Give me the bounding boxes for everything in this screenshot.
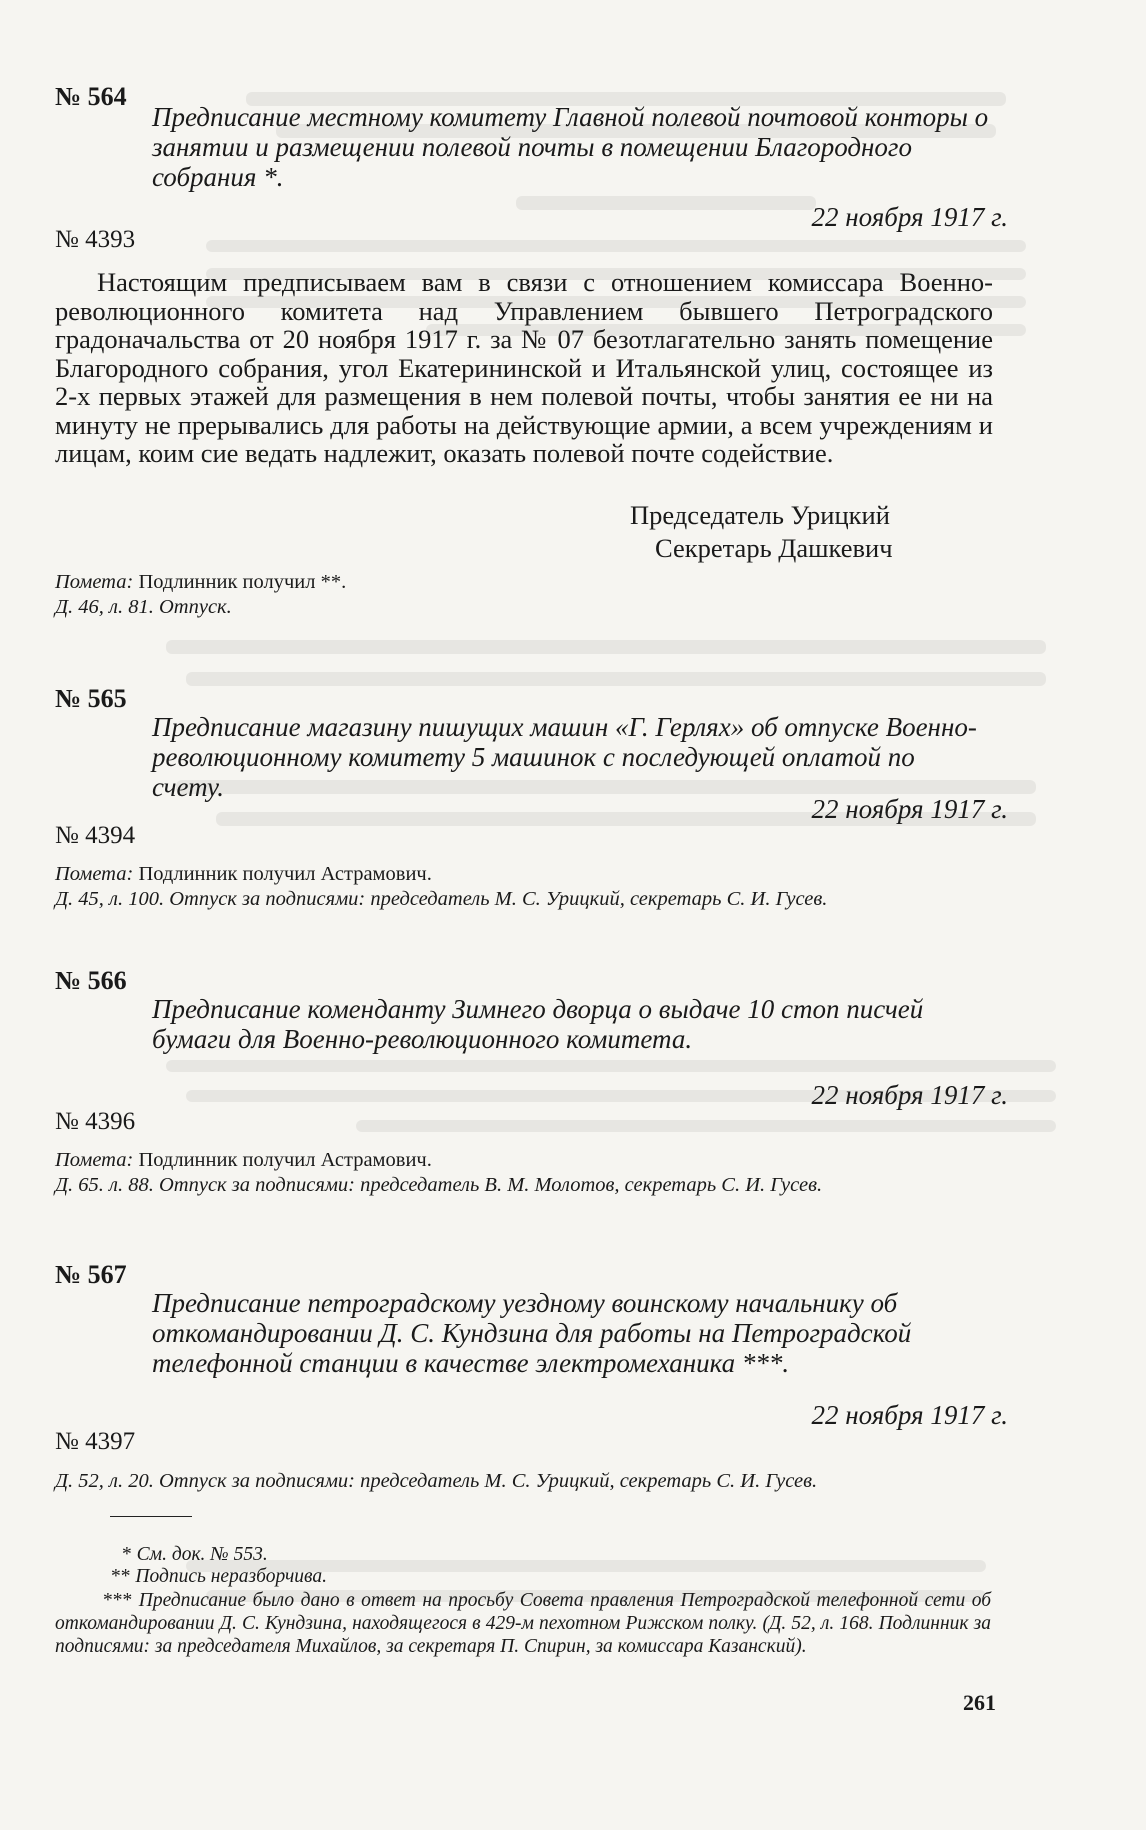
receipt-mark (55, 1148, 432, 1172)
mark-label: Помета: (55, 571, 134, 593)
mark-text: Подлинник получил Астрамович. (138, 1149, 432, 1171)
doc-title: Предписание местному комитету Главной полевой почтовой конторы о занятии и размещении полевой почты в помещении Благородного собрания *. (152, 102, 989, 192)
doc-title: Предписание магазину пишущих машин «Г. Герлях» об отпуске Военно-революционному комитету 5 машинок с последующей оплатой по счету. (152, 712, 977, 802)
doc-title: Предписание петроградскому уездному воинскому начальнику об откомандировании Д. С. Кундзина для работы на Петроградской телефонной станции в качестве электромеханика ***. (152, 1288, 912, 1378)
page-number: 261 (963, 1690, 996, 1715)
footnote (55, 1589, 991, 1658)
footnote-text: См. док. № 553. (136, 1544, 268, 1565)
outgoing-number: № 4397 (55, 1428, 136, 1455)
footnote (111, 1566, 327, 1589)
doc-number: № 564 (55, 82, 127, 111)
receipt-mark (55, 570, 346, 594)
footnote-mark: *** (103, 1590, 133, 1611)
archive-ref: Д. 45, л. 100. Отпуск за подписями: председатель М. С. Урицкий, секретарь С. И. Гусев. (55, 888, 828, 910)
outgoing-number: № 4393 (55, 226, 136, 253)
outgoing-number: № 4396 (55, 1108, 136, 1135)
doc-number: № 565 (55, 684, 127, 713)
footnote (122, 1544, 268, 1567)
mark-text: Подлинник получил **. (138, 571, 347, 593)
doc-body: Настоящим предписываем вам в связи с отношением комиссара Военно-революционного комитета над Управлением бывшего Петроградского градоначальства от 20 ноября 1917 г. за № 07 безотлагательно занять помещение Благородного собрания, угол Екатерининской и Итальянской улиц, состоящее из 2-х первых этажей для размещения в нем полевой почты, чтобы занятия ее ни на минуту не прерывались для работы на действующие армии, а всем учреждениям и лицам, коим сие ведать надлежит, оказать полевой почте содействие. (55, 267, 993, 468)
doc-title: Предписание коменданту Зимнего дворца о выдаче 10 стоп писчей бумаги для Военно-революционного комитета. (152, 994, 924, 1054)
receipt-mark (55, 862, 432, 886)
mark-text: Подлинник получил Астрамович. (138, 863, 432, 885)
doc-date: 22 ноября 1917 г. (811, 202, 1008, 232)
outgoing-number: № 4394 (55, 822, 136, 849)
signature-chair: Председатель Урицкий (630, 500, 890, 530)
footnote-text: Подпись неразборчива. (135, 1566, 327, 1587)
footnote-mark: ** (111, 1566, 131, 1587)
mark-label: Помета: (55, 1149, 134, 1171)
archive-ref: Д. 65. л. 88. Отпуск за подписями: председатель В. М. Молотов, секретарь С. И. Гусев. (55, 1174, 823, 1196)
doc-date: 22 ноября 1917 г. (811, 794, 1008, 824)
doc-date: 22 ноября 1917 г. (811, 1400, 1008, 1430)
archive-ref: Д. 46, л. 81. Отпуск. (55, 596, 232, 618)
signature-secretary: Секретарь Дашкевич (655, 533, 893, 563)
doc-date: 22 ноября 1917 г. (811, 1080, 1008, 1110)
mark-label: Помета: (55, 863, 134, 885)
footnote-rule (110, 1516, 192, 1517)
footnote-mark: * (122, 1544, 132, 1565)
doc-number: № 566 (55, 966, 127, 995)
footnote-text: Предписание было дано в ответ на просьбу Совета правления Петроградской телефонной сети об откомандировании Д. С. Кундзина, находящегося в 429-м пехотном Рижском полку. (Д. 52, л. 168. Подлинник за подписями: за председателя Михайлов, за секретаря П. Спирин, за комиссара Казанский). (55, 1590, 992, 1657)
doc-number: № 567 (55, 1260, 127, 1289)
archive-ref: Д. 52, л. 20. Отпуск за подписями: председатель М. С. Урицкий, секретарь С. И. Гусев. (55, 1470, 818, 1492)
